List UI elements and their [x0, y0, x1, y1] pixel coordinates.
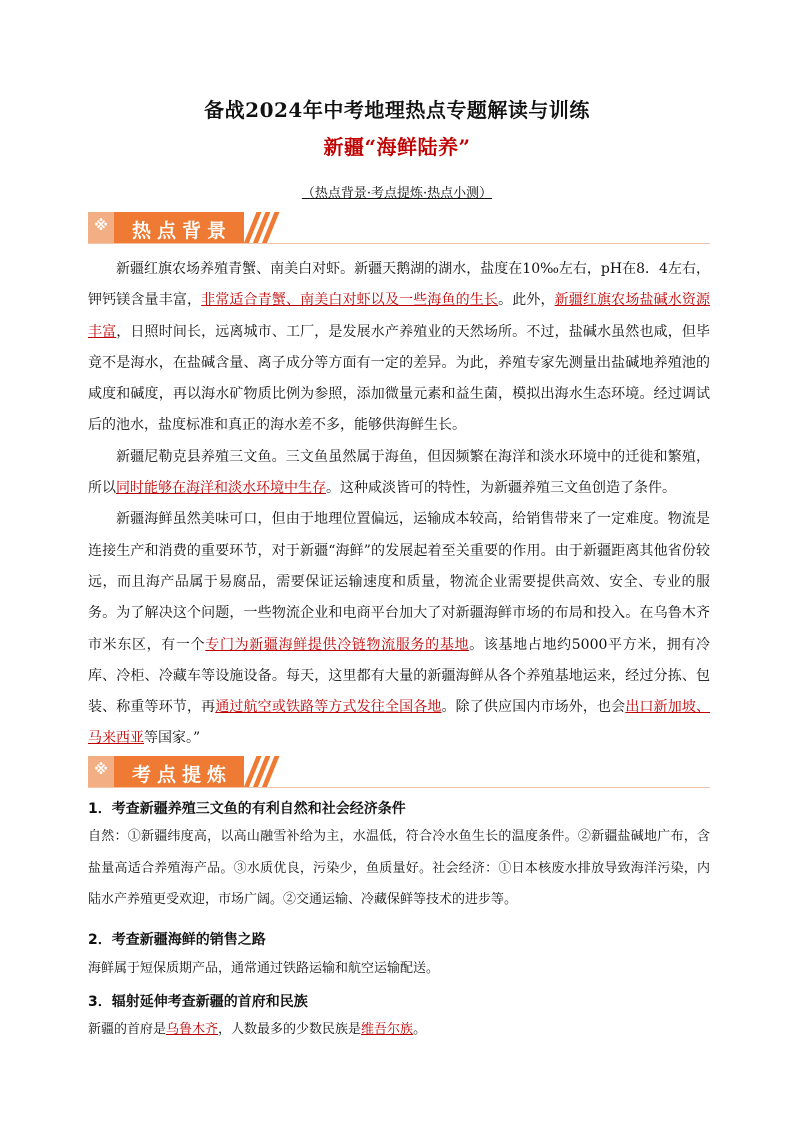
text-run: 新疆尼勒克县养殖三文鱼。三文鱼虽然属于海鱼，但因频繁在海洋和淡水环境中的迁徙和繁殖，所以: [88, 448, 710, 497]
paragraph: [88, 442, 710, 505]
highlighted-text: 新疆红旗农场盐碱水资源丰富: [88, 292, 711, 340]
banner-label-box: [114, 756, 244, 788]
highlighted-text: 乌鲁木齐: [166, 1022, 219, 1037]
banner-box: [88, 212, 114, 244]
text-run: 海鲜属于短保质期产品，通常通过铁路运输和航空运输配送。: [88, 961, 440, 976]
keypoint-heading: 1．考查新疆养殖三文鱼的有利自然和社会经济条件: [88, 801, 406, 817]
section-heading-keypoints: 考点提炼: [132, 764, 233, 786]
asterisk-icon: ※: [94, 218, 108, 234]
keypoint-heading: 2．考查新疆海鲜的销售之路: [88, 932, 266, 948]
text-run: ，日照时间长，远离城市、工厂，是发展水产养殖业的天然场所。不过，盐碱水虽然也咸，但毕竟不是海水，在盐碱含量、离子成分等方面有一定的差异。为此，养殖专家先测量出盐碱地养殖池的咸度和碱度，再以海水矿物质比例为参照，添加微量元素和益生菌，模拟出海水生态环境。经过调试后的池水，盐度标准和真正的海水差不多，能够供海鲜生长。: [88, 323, 710, 434]
text-run: 新疆的首府是: [88, 1022, 167, 1037]
section-banner-background: [88, 212, 273, 244]
highlighted-text: 同时能够在海洋和淡水环境中生存: [116, 480, 326, 497]
keypoint-body: [88, 821, 710, 916]
page-subtitle: 新疆“海鲜陆养”: [323, 135, 471, 159]
section-nav: [0, 182, 794, 201]
text-run: 新疆海鲜虽然美味可口，但由于地理位置偏远，运输成本较高，给销售带来了一定难度。物流是连接生产和消费的重要环节，对于新疆“海鲜”的发展起着至关重要的作用。由于新疆距离其他省份较远，而且海产品属于易腐品，需要保证运输速度和质量，物流企业需要提供高效、安全、专业的服务。为了解决这个问题，一些物流企业和电商平台加大了对新疆海鲜市场的布局和投入。在乌鲁木齐市米东区，有一个: [88, 511, 710, 653]
section-divider: [88, 243, 710, 244]
page-title: 备战2024年中考地理热点专题解读与训练: [204, 98, 590, 122]
asterisk-icon: ※: [94, 762, 108, 778]
paragraph: [88, 504, 710, 754]
paragraph: [88, 254, 710, 442]
highlighted-text: 出口新加坡、马来西亚: [88, 699, 711, 747]
keypoint-body: [88, 1014, 710, 1046]
text-run: 。这种咸淡皆可的特性，为新疆养殖三文鱼创造了条件。: [326, 480, 676, 497]
text-run: 。: [413, 1022, 427, 1037]
highlighted-text: 非常适合青蟹、南美白对虾以及一些海鱼的生长: [201, 292, 499, 309]
text-run: 。该基地占地约5000平方米，拥有冷库、冷柜、冷藏车等设施设备。每天，这里都有大量的新疆海鲜从各个养殖基地运来，经过分拣、包装、称重等环节，再: [88, 636, 711, 716]
section-nav-text: （热点背景·考点提炼·热点小测）: [301, 186, 493, 201]
section-heading-background: 热点背景: [132, 220, 233, 242]
highlighted-text: 专门为新疆海鲜提供冷链物流服务的基地: [205, 636, 470, 653]
text-run: 新疆红旗农场养殖青蟹、南美白对虾。新疆天鹅湖的湖水，盐度在10‰左右，pH在8．4左右，钾钙镁含量丰富，: [88, 261, 710, 309]
text-run: 。此外，: [498, 292, 555, 309]
highlighted-text: 通过航空或铁路等方式发往全国各地: [215, 699, 442, 716]
text-run: 等国家。”: [144, 730, 201, 747]
section-divider: [88, 787, 710, 788]
text-run: 自然：①新疆纬度高，以高山融雪补给为主，水温低，符合冷水鱼生长的温度条件。②新疆盐碱地广布，含盐量高适合养殖海产品。③水质优良，污染少，鱼质量好。社会经济：①日本核废水排放导致海洋污染，内陆水产养殖更受欢迎，市场广阔。②交通运输、冷藏保鲜等技术的进步等。: [88, 829, 710, 907]
keypoint-heading: 3．辐射延伸考查新疆的首府和民族: [88, 994, 308, 1010]
highlighted-text: 维吾尔族: [361, 1022, 414, 1037]
keypoint-body: [88, 953, 710, 985]
background-text: [88, 254, 710, 755]
section-banner-keypoints: [88, 756, 273, 788]
banner-label-box: [114, 212, 244, 244]
text-run: 。除了供应国内市场外，也会: [441, 699, 626, 716]
banner-box: [88, 756, 114, 788]
text-run: ，人数最多的少数民族是: [218, 1022, 362, 1037]
